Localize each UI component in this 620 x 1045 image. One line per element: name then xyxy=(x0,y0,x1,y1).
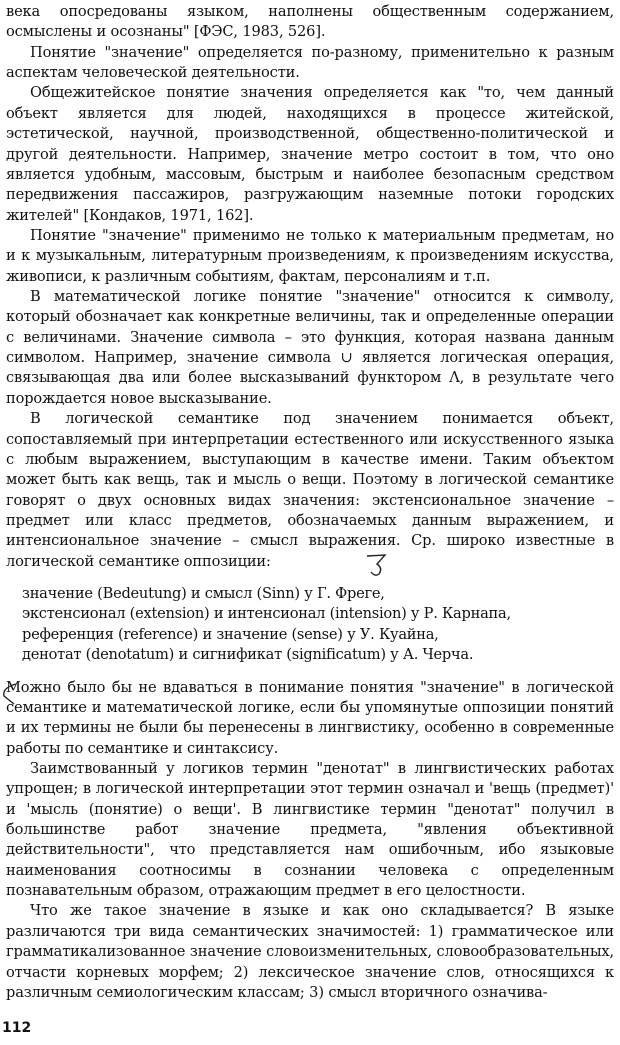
paragraph: В математической логике понятие "значение" относится к символу, который обозначает как конкретные величины, так и определенные операции с величинами. Значение символа – это функция, которая названа данным символом. Например, значение символа ∪ является логическая операция, связывающая два или более высказываний функтором Λ, в результате чего порождается новое высказывание. xyxy=(6,288,614,407)
page-text xyxy=(6,2,614,1003)
paragraph: Понятие "значение" определяется по-разному, применительно к разным аспектам человеческой деятельности. xyxy=(6,43,614,82)
paragraphs-before xyxy=(6,2,614,572)
opposition-item: денотат (denotatum) и сигнификат (significatum) у А. Черча. xyxy=(22,646,474,664)
paragraph: Общежитейское понятие значения определяется как "то, чем данный объект является для людей, находящихся в процессе житейской, эстетической, научной, производственной, общественно-политической и другой деятельности. Например, значение метро состоит в том, что оно является удобным, массовым, быстрым и наиболее безопасным средством передвижения пассажиров, разгружающим наземные потоки городских жителей" [Кондаков, 1971, 162]. xyxy=(6,84,614,224)
opposition-item: значение (Bedeutung) и смысл (Sinn) у Г. Фреге, xyxy=(22,585,385,603)
oppositions-list xyxy=(6,584,614,665)
paragraph: Что же такое значение в языке и как оно складывается? В языке различаются три вида семантических значимостей: 1) грамматическое или грамматикализованное значение словоизменительных, словообразовательных, отчасти корневых морфем; 2) лексическое значение слов, относящихся к различным семиологическим классам; 3) смысл вторичного означива- xyxy=(6,902,614,1001)
paragraph: Заимствованный у логиков термин "денотат" в лингвистических работах упрощен; в логической интерпретации этот термин означал и 'вещь (предмет)' и 'мысль (понятие) о вещи'. В лингвистике термин "денотат" получил в большинстве работ значение предмета, "явления объективной действительности", что представляется нам ошибочным, ибо языковые наименования соотносимы в сознании человека с определенным познавательным образом, отражающим предмет в его целостности. xyxy=(6,759,614,900)
opposition-item: экстенсионал (extension) и интенсионал (intension) у Р. Карнапа, xyxy=(22,605,511,623)
paragraph: В логической семантике под значением понимается объект, сопоставляемый при интерпретации естественного или искусственного языка с любым выражением, выступающим в качестве имени. Таким объектом может быть как вещь, так и мысль о вещи. Поэтому в логической семантике говорят о двух основных видах значения: экстенсиональное значение – предмет или класс предметов, обозначаемых данным выражением, и интенсиональное значение – смысл выражения. Ср. широко известные в логической семантике оппозиции: xyxy=(6,410,614,570)
paragraph: Можно было бы не вдаваться в понимание понятия "значение" в логической семантике и математической логике, если бы упомянутые оппозиции понятий и их термины не были бы перенесены в лингвистику, особенно в современные работы по семантике и синтаксису. xyxy=(6,678,614,757)
opposition-item: референция (reference) и значение (sense) у У. Куайна, xyxy=(22,625,439,643)
paragraph: Понятие "значение" применимо не только к материальным предметам, но и к музыкальным, литературным произведениям, к произведениям искусства, живописи, к различным событиям, фактам, персоналиям и т.п. xyxy=(6,226,614,285)
page-number: 112 xyxy=(2,1020,32,1036)
paragraphs-after xyxy=(6,678,614,1004)
paragraph: века опосредованы языком, наполнены общественным содержанием, осмыслены и осознаны" [ФЭС, 1983, 526]. xyxy=(6,3,614,41)
